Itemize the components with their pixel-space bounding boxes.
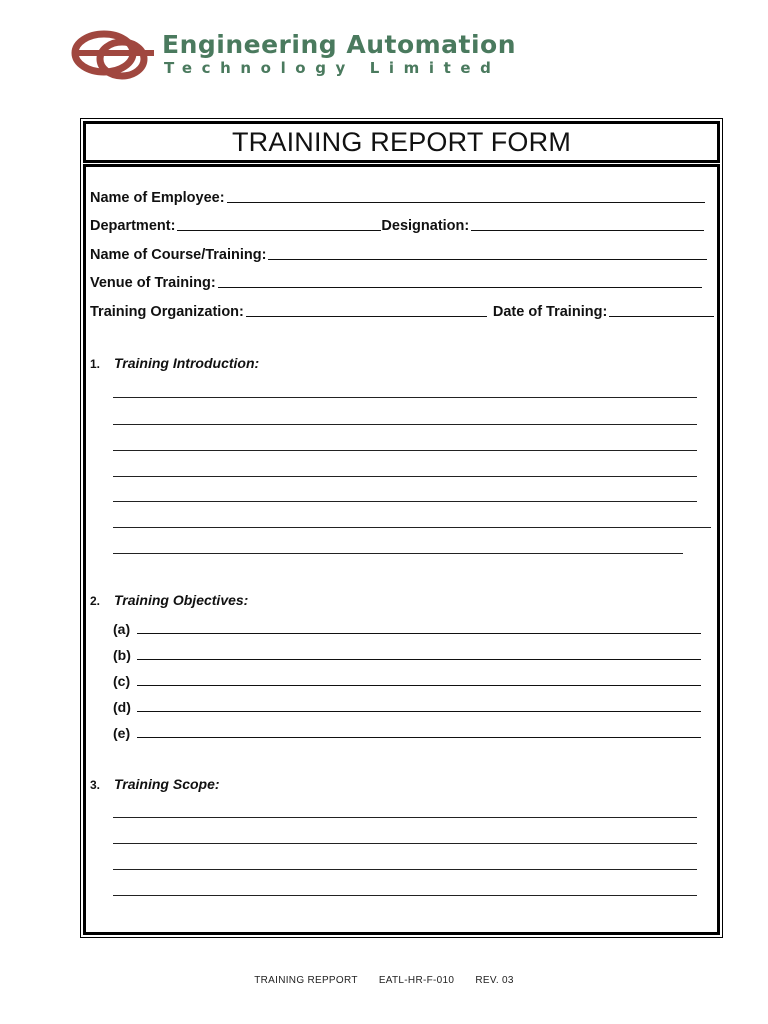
objective-label: (c) [113, 673, 131, 689]
company-subtitle: Technology Limited [164, 59, 501, 77]
footer-doc-name: TRAINING REPPORT [254, 975, 358, 986]
objective-row [113, 645, 701, 663]
course-label: Name of Course/Training: [90, 247, 267, 263]
objective-row [113, 619, 701, 637]
venue-field[interactable] [218, 287, 702, 288]
footer-revision: REV. 03 [475, 975, 514, 986]
objective-label: (b) [113, 647, 131, 663]
designation-field[interactable] [471, 230, 704, 231]
objective-field[interactable] [137, 711, 701, 712]
objective-row [113, 723, 701, 741]
introduction-line[interactable] [113, 553, 683, 554]
employee-label: Name of Employee: [90, 190, 225, 206]
section-title: Training Scope: [114, 776, 220, 792]
introduction-line[interactable] [113, 397, 697, 398]
section-objectives-heading [90, 592, 248, 608]
section-introduction-heading [90, 355, 259, 371]
introduction-line[interactable] [113, 450, 697, 451]
page-footer [0, 975, 768, 986]
employee-field[interactable] [227, 202, 705, 203]
objective-label: (d) [113, 699, 131, 715]
department-label: Department: [90, 218, 176, 234]
objective-field[interactable] [137, 633, 701, 634]
department-row [90, 214, 704, 234]
objective-label: (a) [113, 621, 131, 637]
section-number: 1. [90, 357, 101, 371]
organization-field[interactable] [246, 316, 487, 317]
section-title: Training Introduction: [114, 355, 260, 371]
objective-row [113, 671, 701, 689]
employee-row [90, 186, 705, 206]
company-logo-icon [70, 28, 160, 82]
company-name: Engineering Automation [162, 30, 517, 59]
form-title-box [83, 121, 720, 163]
organization-label: Training Organization: [90, 304, 244, 320]
form-title: TRAINING REPORT FORM [231, 126, 572, 157]
course-field[interactable] [268, 259, 707, 260]
objective-label: (e) [113, 725, 131, 741]
section-number: 3. [90, 778, 101, 792]
course-row [90, 243, 707, 263]
venue-label: Venue of Training: [90, 275, 216, 291]
objective-field[interactable] [137, 659, 701, 660]
venue-row [90, 271, 702, 291]
objective-row [113, 697, 701, 715]
scope-line[interactable] [113, 817, 697, 818]
scope-line[interactable] [113, 869, 697, 870]
introduction-line[interactable] [113, 501, 697, 502]
scope-line[interactable] [113, 895, 697, 896]
footer-doc-code: EATL-HR-F-010 [378, 975, 455, 986]
designation-label: Designation: [381, 218, 470, 234]
date-field[interactable] [609, 316, 714, 317]
objective-field[interactable] [137, 685, 701, 686]
organization-row [90, 300, 714, 320]
introduction-line[interactable] [113, 527, 711, 528]
scope-line[interactable] [113, 843, 697, 844]
section-number: 2. [90, 594, 101, 608]
introduction-line[interactable] [113, 476, 697, 477]
introduction-line[interactable] [113, 424, 697, 425]
section-scope-heading [90, 776, 220, 792]
date-label: Date of Training: [492, 304, 608, 320]
department-field[interactable] [177, 230, 381, 231]
objective-field[interactable] [137, 737, 701, 738]
section-title: Training Objectives: [114, 592, 249, 608]
